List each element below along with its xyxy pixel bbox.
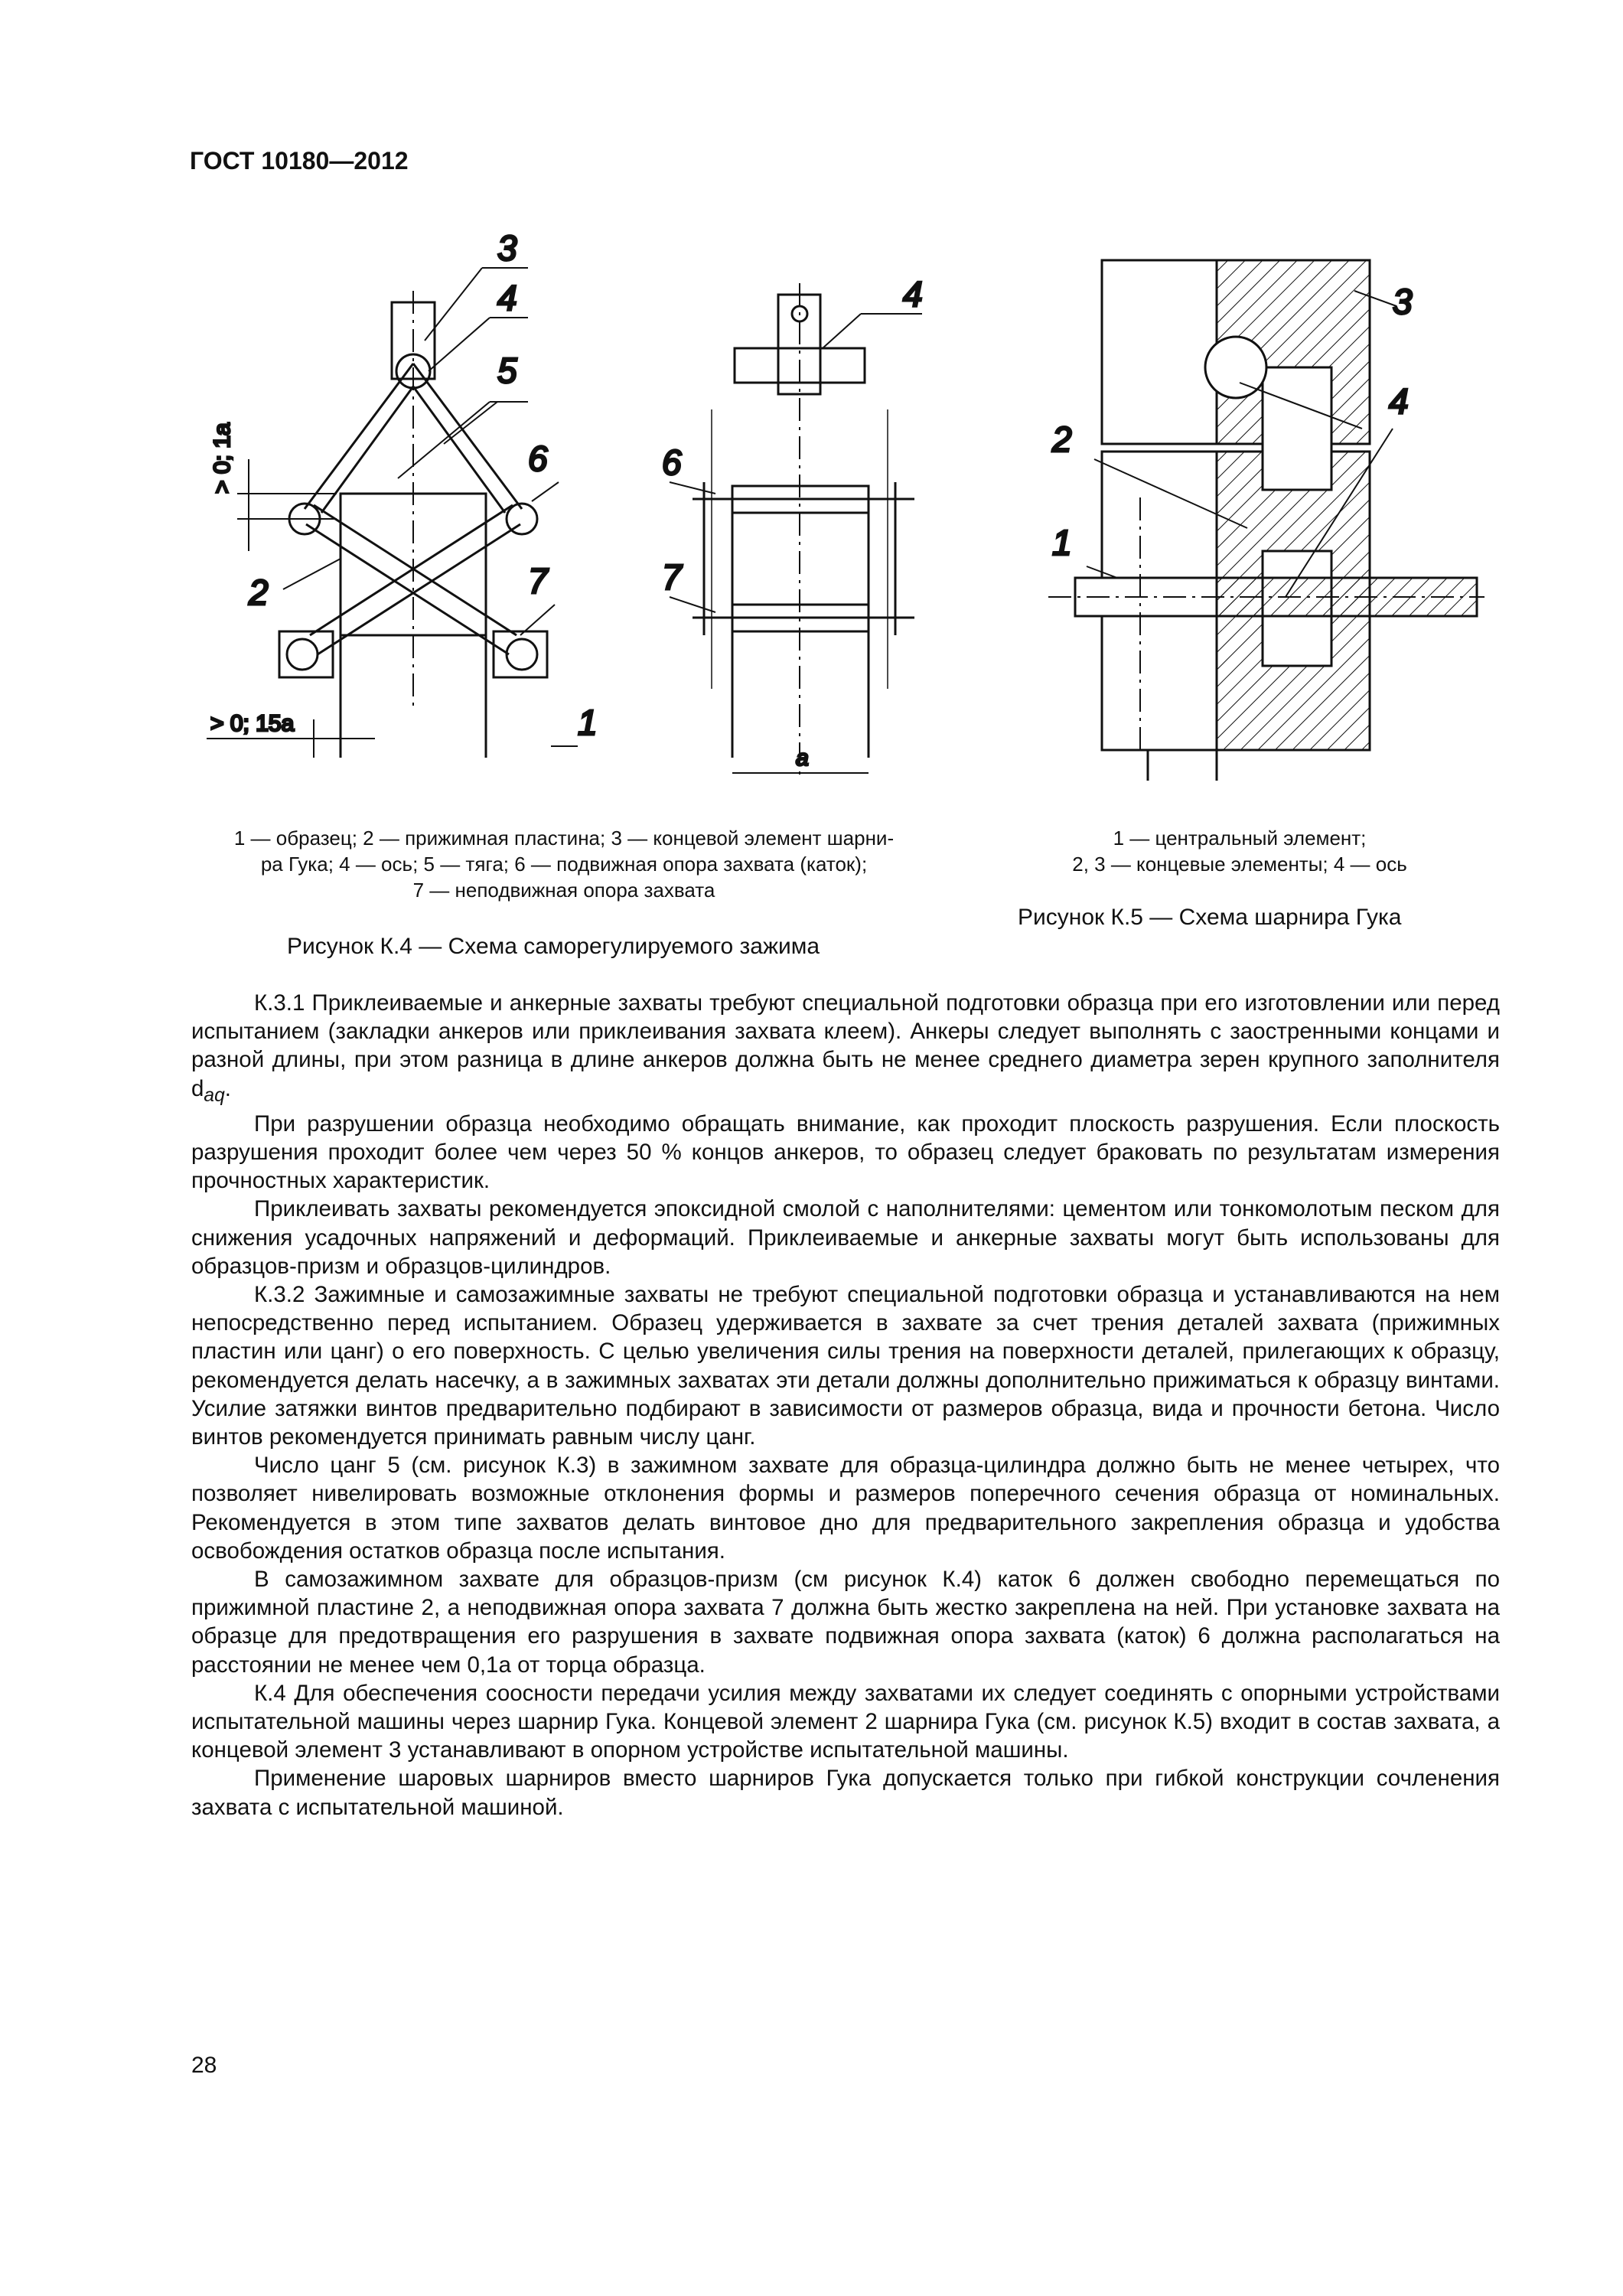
k5-label-1: 1 bbox=[1052, 523, 1072, 563]
figure-k4-front-view bbox=[647, 230, 953, 781]
paragraph: При разрушении образца необходимо обращать внимание, как проходит плоскость разрушения. Если плоскость разрушения проходит более чем через 50 % концов анкеров, то образец следует браковать по результатам измерения прочностных характеристик. bbox=[191, 1110, 1500, 1194]
k4-label-5: 5 bbox=[497, 351, 517, 390]
document-header: ГОСТ 10180—2012 bbox=[190, 147, 409, 174]
k4-label-1: 1 bbox=[578, 703, 598, 742]
k4-dim-top: > 0; 1a bbox=[210, 422, 235, 494]
figure-k4-caption: Рисунок К.4 — Схема саморегулируемого зажима bbox=[287, 934, 820, 959]
legend-line: ра Гука; 4 — ось; 5 — тяга; 6 — подвижная опора захвата (каток); bbox=[260, 853, 868, 876]
k4-label-6: 6 bbox=[528, 439, 548, 478]
k4-front-label-6: 6 bbox=[662, 442, 682, 482]
paragraph: К.3.2 Зажимные и самозажимные захваты не требуют специальной подготовки образца и устанавливаются на нем непосредственно перед испытанием. Образец удерживается в захвате за счет трения деталей захвата (прижимных пластин или цанг) о его поверхность. С целью увеличения силы трения на поверхности деталей, прилегающих к образцу, рекомендуется делать насечку, а в зажимных захватах эти детали должны дополнительно прижиматься к образцу винтами. Усилие затяжки винтов предварительно подбирают в зависимости от размеров образца, вида и прочности бетона. Число винтов рекомендуется принимать равным числу цанг. bbox=[191, 1281, 1500, 1450]
k5-label-4: 4 bbox=[1389, 381, 1409, 421]
figure-k5-caption: Рисунок К.5 — Схема шарнира Гука bbox=[1018, 905, 1402, 930]
page-number: 28 bbox=[191, 2053, 217, 2078]
k4-dim-width: a bbox=[796, 745, 809, 771]
k4-front-label-4: 4 bbox=[903, 274, 923, 314]
legend-line: 7 — неподвижная опора захвата bbox=[412, 879, 715, 902]
legend-line: 1 — образец; 2 — прижимная пластина; 3 — концевой элемент шарни- bbox=[233, 827, 895, 850]
k5-label-2: 2 bbox=[1052, 419, 1072, 459]
k4-label-2: 2 bbox=[249, 572, 269, 612]
k4-label-3: 3 bbox=[497, 230, 517, 268]
k4-front-label-7: 7 bbox=[662, 557, 682, 597]
figure-k4-side-view bbox=[191, 230, 681, 781]
paragraph: Применение шаровых шарниров вместо шарниров Гука допускается только при гибкой конструкции сочленения захвата с испытательной машиной. bbox=[191, 1766, 1500, 1820]
paragraph: К.3.1 Приклеиваемые и анкерные захваты требуют специальной подготовки образца при его изготовлении или перед испытанием (закладки анкеров или приклеивания захвата клеем). Анкеры следует выполнять с заостренными концами и разной длины, при этом разница в длине анкеров должна быть не менее среднего диаметра зерен крупного заполнителя $d_{aq}$. bbox=[191, 990, 1500, 1106]
k4-label-7: 7 bbox=[528, 561, 548, 601]
paragraph: В самозажимном захвате для образцов-призм (см рисунок К.4) каток 6 должен свободно перемещаться по прижимной пластине 2, а неподвижная опора захвата 7 должна быть жестко закреплена на ней. При установке захвата на образце для предотвращения его разрушения в захвате подвижная опора захвата (каток) 6 должна располагаться на расстоянии не менее чем 0,1a от торца образца. bbox=[191, 1566, 1500, 1678]
paragraph: Приклеивать захваты рекомендуется эпоксидной смолой с наполнителями: цементом или тонкомолотым песком для снижения усадочных напряжений и деформаций. Приклеиваемые и анкерные захваты могут быть использованы для образцов-призм и образцов-цилиндров. bbox=[191, 1196, 1500, 1279]
legend-line: 2, 3 — концевые элементы; 4 — ось bbox=[1072, 853, 1407, 876]
paragraph: Число цанг 5 (см. рисунок К.3) в зажимном захвате для образца-цилиндра должно быть не менее четырех, что позволяет нивелировать возможные отклонения формы и размеров поперечного сечения образца от номинальных. Рекомендуется в этом типе захватов делать винтовое дно для предварительного закрепления образца и удобства освобождения остатков образца после испытания. bbox=[191, 1453, 1500, 1564]
k5-label-3: 3 bbox=[1393, 282, 1413, 321]
figure-k5-legend bbox=[1010, 825, 1469, 877]
k4-label-4: 4 bbox=[497, 278, 517, 318]
figure-k5-hooke-joint bbox=[1033, 230, 1492, 781]
legend-line: 1 — центральный элемент; bbox=[1113, 827, 1367, 850]
paragraph: К.4 Для обеспечения соосности передачи усилия между захватами их следует соединять с опорными устройствами испытательной машины через шарнир Гука. Концевой элемент 2 шарнира Гука (см. рисунок К.5) входит в состав захвата, а концевой элемент 3 устанавливают в опорном устройстве испытательной машины. bbox=[191, 1680, 1500, 1763]
k4-dim-bottom: > 0; 15a bbox=[210, 711, 295, 736]
body-text bbox=[191, 989, 1500, 1821]
figure-k4-legend bbox=[200, 825, 927, 903]
